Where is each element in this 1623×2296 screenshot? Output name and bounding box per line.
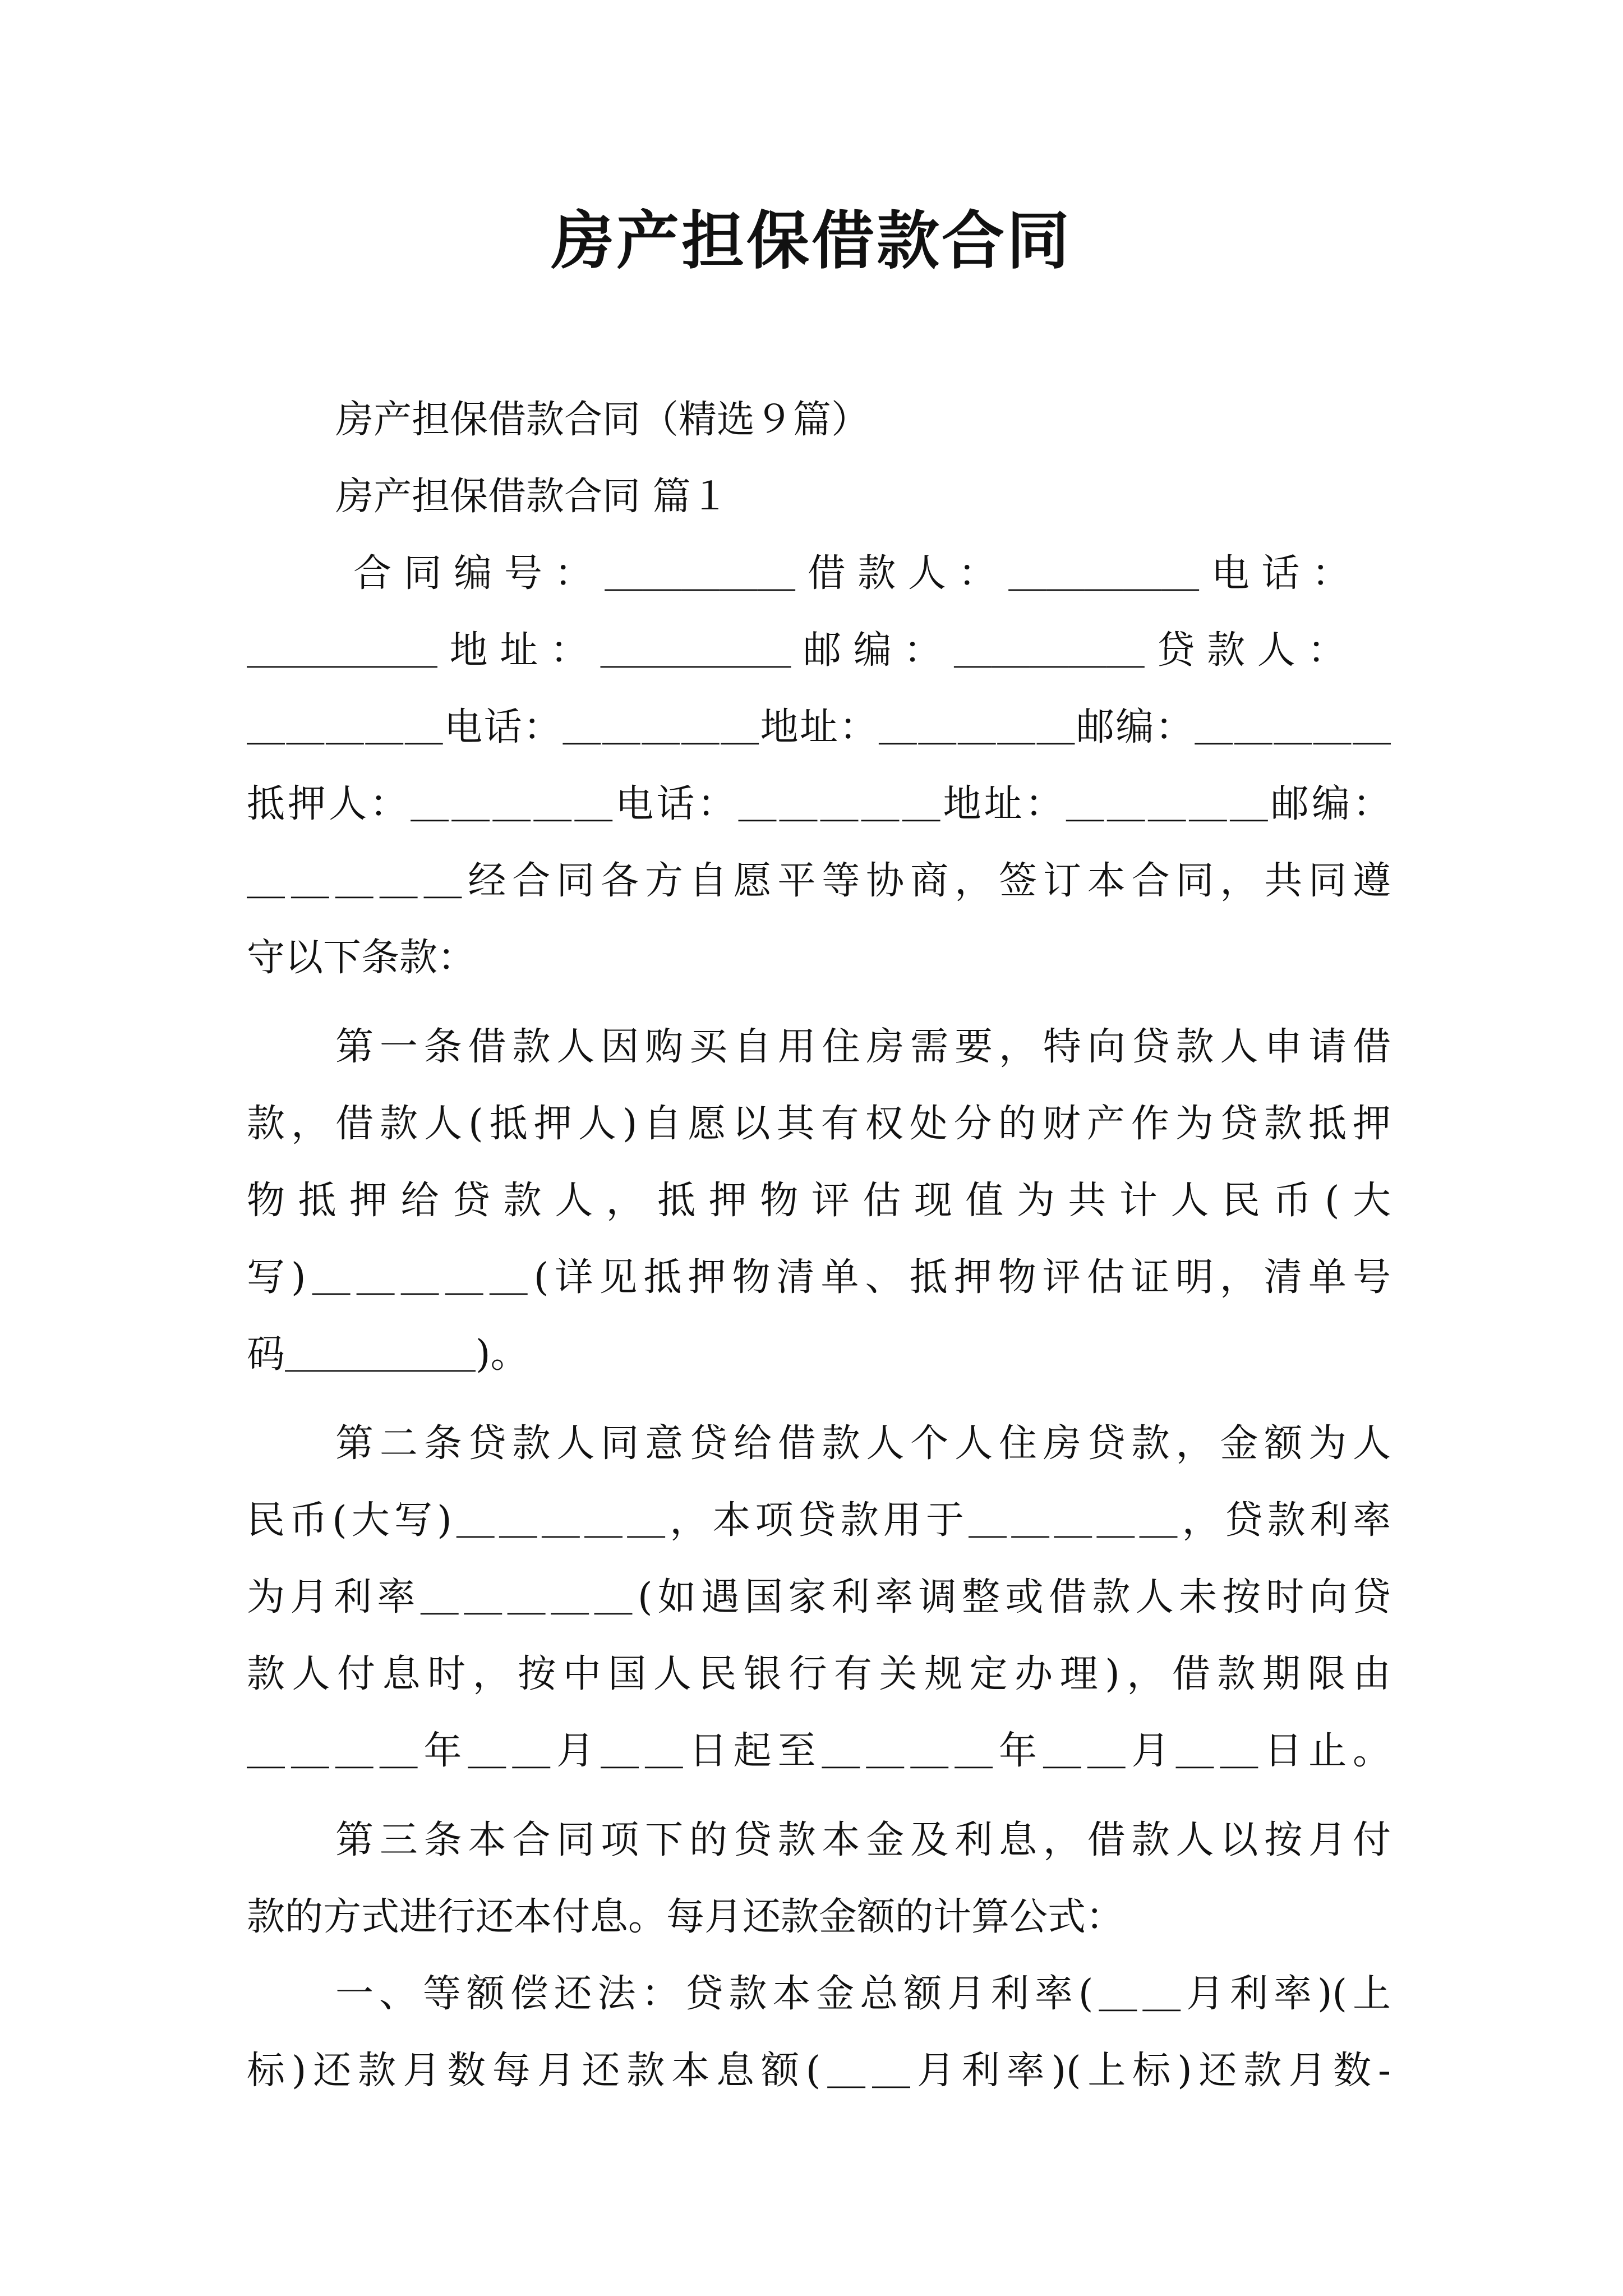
clause-1-line: 款，借款人(抵押人)自愿以其有权处分的财产作为贷款抵押 — [247, 1102, 1391, 1146]
clause-2-line: 款人付息时，按中国人民银行有关规定办理)，借款期限由 — [247, 1652, 1391, 1696]
contract-info-line: 合 同 编 号 ： ＿＿＿＿＿ 借 款 人 ： ＿＿＿＿＿ 电 话 ： — [353, 551, 1350, 596]
section-heading: 房产担保借款合同 篇１ — [335, 475, 729, 519]
document-title: 房产担保借款合同 — [551, 205, 1072, 278]
document-subtitle: 房产担保借款合同（精选９篇） — [335, 398, 870, 442]
contract-info-line: ＿＿＿＿＿ 地 址 ： ＿＿＿＿＿ 邮 编 ： ＿＿＿＿＿ 贷 款 人 ： — [247, 628, 1346, 673]
clause-1-line: 物抵押给贷款人，抵押物评估现值为共计人民币(大 — [247, 1179, 1391, 1223]
paragraph-line: ＿＿＿＿＿经合同各方自愿平等协商，签订本合同，共同遵 — [247, 859, 1391, 903]
clause-3-line: 第三条本合同项下的贷款本金及利息，借款人以按月付 — [335, 1818, 1391, 1862]
clause-2-line: 第二条贷款人同意贷给借款人个人住房贷款，金额为人 — [335, 1421, 1391, 1466]
clause-2-line: 民币(大写)＿＿＿＿＿，本项贷款用于＿＿＿＿＿，贷款利率 — [247, 1498, 1391, 1543]
clause-1-line: 码＿＿＿＿＿)。 — [247, 1332, 529, 1377]
paragraph-line: 守以下条款： — [247, 936, 476, 980]
document-body — [247, 381, 1391, 2109]
contract-info-line: 抵押人：＿＿＿＿＿电话：＿＿＿＿＿地址：＿＿＿＿＿邮编： — [247, 782, 1391, 826]
formula-line: 标)还款月数每月还款本息额(＿＿月利率)(上标)还款月数- — [247, 2049, 1391, 2093]
clause-3-line: 款的方式进行还本付息。每月还款金额的计算公式： — [247, 1895, 1124, 1939]
formula-line: 一、等额偿还法：贷款本金总额月利率(＿＿月利率)(上 — [335, 1972, 1391, 2016]
clause-1-line: 写)＿＿＿＿＿(详见抵押物清单、抵押物评估证明，清单号 — [247, 1255, 1391, 1300]
clause-2-line: 为月利率＿＿＿＿＿(如遇国家利率调整或借款人未按时向贷 — [247, 1575, 1391, 1619]
clause-2-line: ＿＿＿＿年＿＿月＿＿日起至＿＿＿＿年＿＿月＿＿日止。 — [247, 1729, 1391, 1773]
contract-info-line: ＿＿＿＿＿电话：＿＿＿＿＿地址：＿＿＿＿＿邮编：＿＿＿＿＿ — [247, 705, 1391, 749]
clause-1-line: 第一条借款人因购买自用住房需要，特向贷款人申请借 — [335, 1025, 1391, 1069]
